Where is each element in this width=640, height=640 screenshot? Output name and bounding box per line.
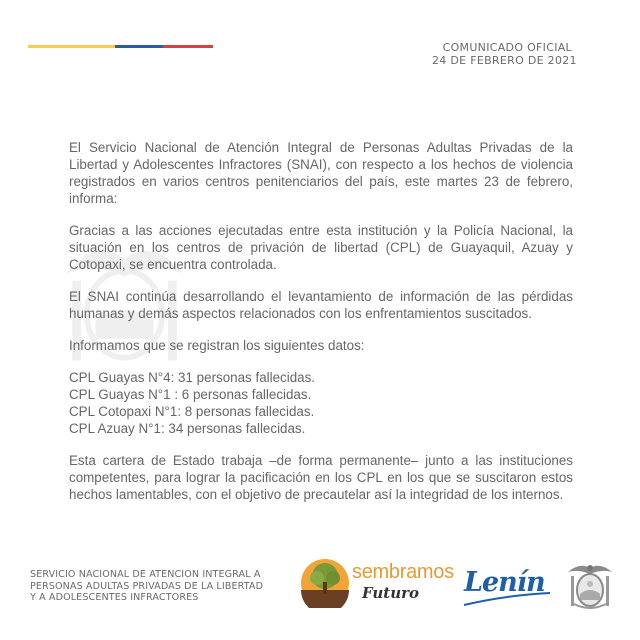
document-title: COMUNICADO OFICIAL [442,41,572,54]
lenin-text: Lenín [464,567,545,598]
list-item: CPL Azuay N°1: 34 personas fallecidas. [69,421,306,436]
flag-blue-segment [115,45,163,48]
press-release-body [69,139,573,518]
situation-paragraph: Gracias a las acciones ejecutadas entre esta institución y la Policía Nacional, la situación en los centros de privación de libertad (CPL) de Guayaquil, Azuay y Cotopaxi, se encuentra controlada. [69,223,573,272]
ecuador-coat-of-arms-icon [562,558,618,614]
list-item: CPL Cotopaxi N°1: 8 personas fallecidas. [69,404,315,419]
tree-icon [300,558,350,608]
flag-yellow-segment [28,45,115,48]
data-intro-paragraph: Informamos que se registran los siguientes datos: [69,338,365,353]
futuro-text: Futuro [362,584,420,602]
closing-paragraph: Esta cartera de Estado trabaja –de forma permanente– junto a las instituciones competentes, para lograr la pacificación en los CPL en los que se suscitaron estos hechos lamentables, con el objetivo de precautelar así la integridad de los internos. [69,453,573,502]
casualty-list [69,369,573,437]
footer-organization-name [30,569,290,604]
document-header [432,41,577,67]
flag-red-segment [163,45,213,48]
sembramos-futuro-logo [300,558,460,610]
document-date: 24 DE FEBRERO DE 2021 [432,54,577,67]
lenin-signature-logo [462,565,552,609]
list-item: CPL Guayas N°1 : 6 personas fallecidas. [69,387,312,402]
intro-paragraph: El Servicio Nacional de Atención Integral de Personas Adultas Privadas de la Libertad y Adolescentes Infractores (SNAI), con respecto a los hechos de violencia registrados en varios centros penitenciarios del país, este martes 23 de febrero, informa: [69,140,573,206]
org-line: Y A ADOLESCENTES INFRACTORES [30,592,199,603]
org-line: SERVICIO NACIONAL DE ATENCION INTEGRAL A [30,569,261,580]
signature-swoosh-icon [462,565,552,609]
sembramos-text: sembramos [352,561,454,583]
list-item: CPL Guayas N°4: 31 personas fallecidas. [69,370,316,385]
org-line: PERSONAS ADULTAS PRIVADAS DE LA LIBERTAD [30,580,264,592]
flag-color-bar [28,45,213,48]
information-gathering-paragraph: El SNAI continúa desarrollando el levantamiento de información de las pérdidas humanas y demás aspectos relacionados con los enfrentamientos suscitados. [69,289,573,321]
